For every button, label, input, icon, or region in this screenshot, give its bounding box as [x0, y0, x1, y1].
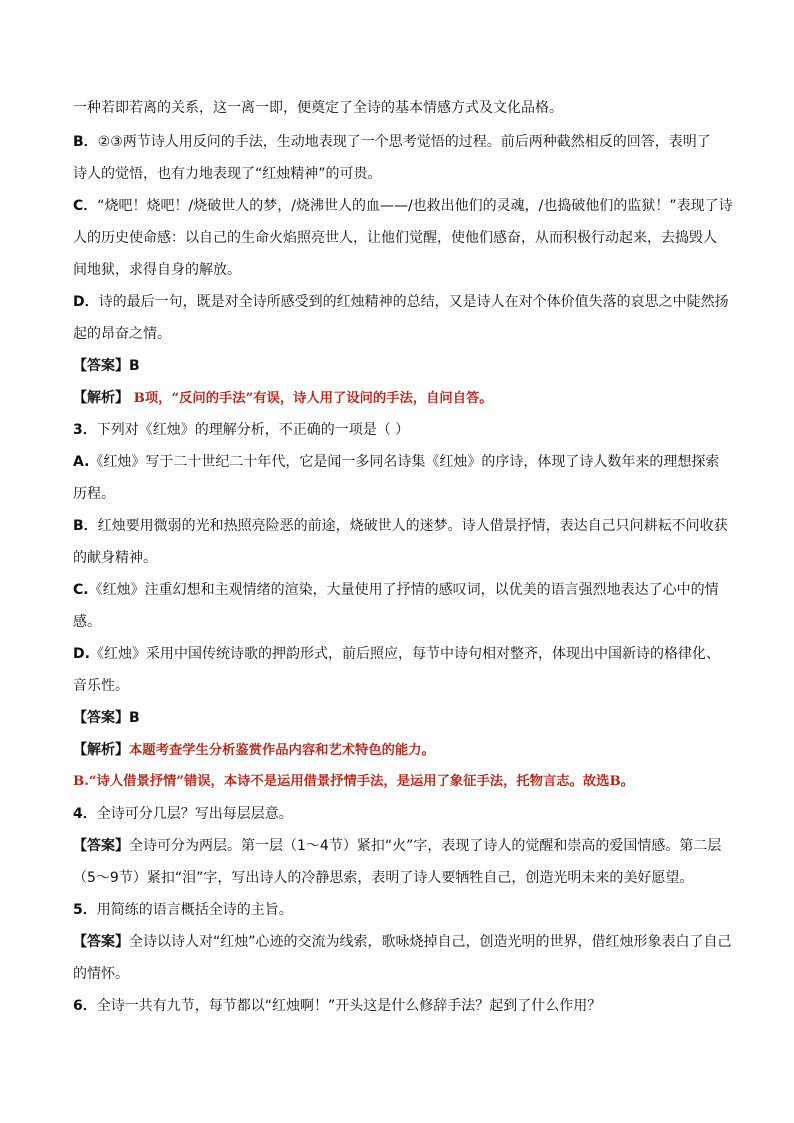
- q3-option-a-cont: 历程。: [73, 486, 115, 502]
- option-letter: A.: [73, 454, 90, 470]
- q3-option-d-cont: 音乐性。: [73, 678, 129, 694]
- option-letter: C．: [73, 198, 98, 214]
- answer-tag: 【答案】: [73, 710, 129, 726]
- analysis-text: 本题考查学生分析鉴赏作品内容和艺术特色的能力。: [129, 743, 435, 758]
- analysis-text: B项，“反问的手法”有误，诗人用了设问的手法，自问自答。: [129, 391, 493, 406]
- q3-stem: [73, 420, 409, 440]
- answer-tag: 【答案】: [73, 358, 129, 374]
- analysis-tag: 【解析】: [73, 742, 129, 758]
- q3-option-a: [73, 452, 719, 472]
- option-text: 《红烛》采用中国传统诗歌的押韵形式，前后照应，每节中诗句相对整齐，体现出中国新诗的格律化、: [89, 646, 720, 662]
- option-letter: B．: [73, 518, 98, 534]
- question-text: 用简练的语言概括全诗的主旨。: [96, 902, 293, 918]
- answer-tag: 【答案】: [73, 934, 129, 950]
- q3-answer: [73, 708, 140, 728]
- q3-option-c: [73, 580, 719, 600]
- q2-option-b: [73, 132, 711, 152]
- question-number: 6．: [73, 998, 97, 1014]
- q5-answer: [73, 932, 732, 952]
- q3-option-b-cont: 的献身精神。: [73, 550, 157, 566]
- option-letter: B．: [73, 134, 98, 150]
- option-text: 《红烛》注重幻想和主观情绪的渲染，大量使用了抒情的感叹词，以优美的语言强烈地表达了心中的情: [88, 582, 719, 598]
- analysis-tag: 【解析】: [73, 390, 129, 406]
- option-letter: C.: [73, 582, 89, 598]
- option-text: 诗的最后一句，既是对全诗所感受到的红烛精神的总结，又是诗人在对个体价值失落的哀思之中陡然扬: [98, 294, 729, 310]
- q2-option-d-cont: 起的昂奋之情。: [73, 326, 171, 342]
- question-text: 全诗一共有九节，每节都以“红烛啊！”开头这是什么修辞手法？起到了什么作用？: [96, 998, 602, 1014]
- question-number: 4．: [73, 806, 97, 822]
- q3-option-c-cont: 感。: [73, 614, 101, 630]
- q2-answer: [73, 356, 140, 376]
- answer-tag: 【答案】: [73, 838, 129, 854]
- q5-answer-cont: 的情怀。: [73, 966, 129, 982]
- q2-option-d: [73, 292, 729, 312]
- q4-stem: [73, 804, 293, 824]
- q2-option-c: [73, 196, 733, 216]
- q3-analysis: [73, 740, 435, 761]
- question-text: 下列对《红烛》的理解分析，不正确的一项是（ ）: [96, 422, 410, 438]
- answer-text: 全诗可分为两层。第一层（1～4节）紧扣“火”字，表现了诗人的觉醒和崇高的爱国情感。第二层: [129, 838, 722, 854]
- q2-analysis: [73, 388, 493, 409]
- question-text: 全诗可分几层？写出每层层意。: [96, 806, 293, 822]
- option-letter: D.: [73, 646, 90, 662]
- q4-answer-cont: （5～9节）紧扣“泪”字，写出诗人的冷静思索，表明了诗人要牺牲自己，创造光明未来的美好愿望。: [73, 870, 694, 886]
- q2-option-b-cont: 诗人的觉悟，也有力地表现了“红烛精神”的可贵。: [73, 166, 382, 182]
- option-text: ②③两节诗人用反问的手法，生动地表现了一个思考觉悟的过程。前后两种截然相反的回答，表明了: [97, 134, 711, 150]
- q3-analysis-cont: B.“诗人借景抒情”错误，本诗不是运用借景抒情手法，是运用了象征手法，托物言志。故选B。: [73, 774, 634, 789]
- answer-value: B: [129, 710, 140, 726]
- question-number: 3．: [73, 422, 97, 438]
- q2-option-c-cont: 间地狱，求得自身的解放。: [73, 262, 241, 278]
- q3-option-d: [73, 644, 720, 664]
- q4-answer: [73, 836, 721, 856]
- previous-option-tail: 一种若即若离的关系，这一离一即，便奠定了全诗的基本情感方式及文化品格。: [73, 100, 563, 116]
- option-text: 《红烛》写于二十世纪二十年代，它是闻一多同名诗集《红烛》的序诗，体现了诗人数年来的理想探索: [89, 454, 720, 470]
- question-number: 5．: [73, 902, 97, 918]
- q2-option-c-cont: 人的历史使命感：以自己的生命火焰照亮世人，让他们觉醒，使他们感奋，从而积极行动起来，去捣毁人: [73, 230, 717, 246]
- option-text: 红烛要用微弱的光和热照亮险恶的前途，烧破世人的迷梦。诗人借景抒情，表达自己只问耕耘不问收获: [97, 518, 728, 534]
- answer-text: 全诗以诗人对“红烛”心迹的交流为线索，歌咏烧掉自己，创造光明的世界，借红烛形象表白了自己: [129, 934, 732, 950]
- option-text: “烧吧！烧吧！/烧破世人的梦，/烧沸世人的血——/也救出他们的灵魂，/也捣破他们的监狱！”表现了诗: [97, 198, 733, 214]
- q3-option-b: [73, 516, 728, 536]
- answer-value: B: [129, 358, 140, 374]
- q6-stem: [73, 996, 601, 1016]
- option-letter: D．: [73, 294, 99, 310]
- q5-stem: [73, 900, 293, 920]
